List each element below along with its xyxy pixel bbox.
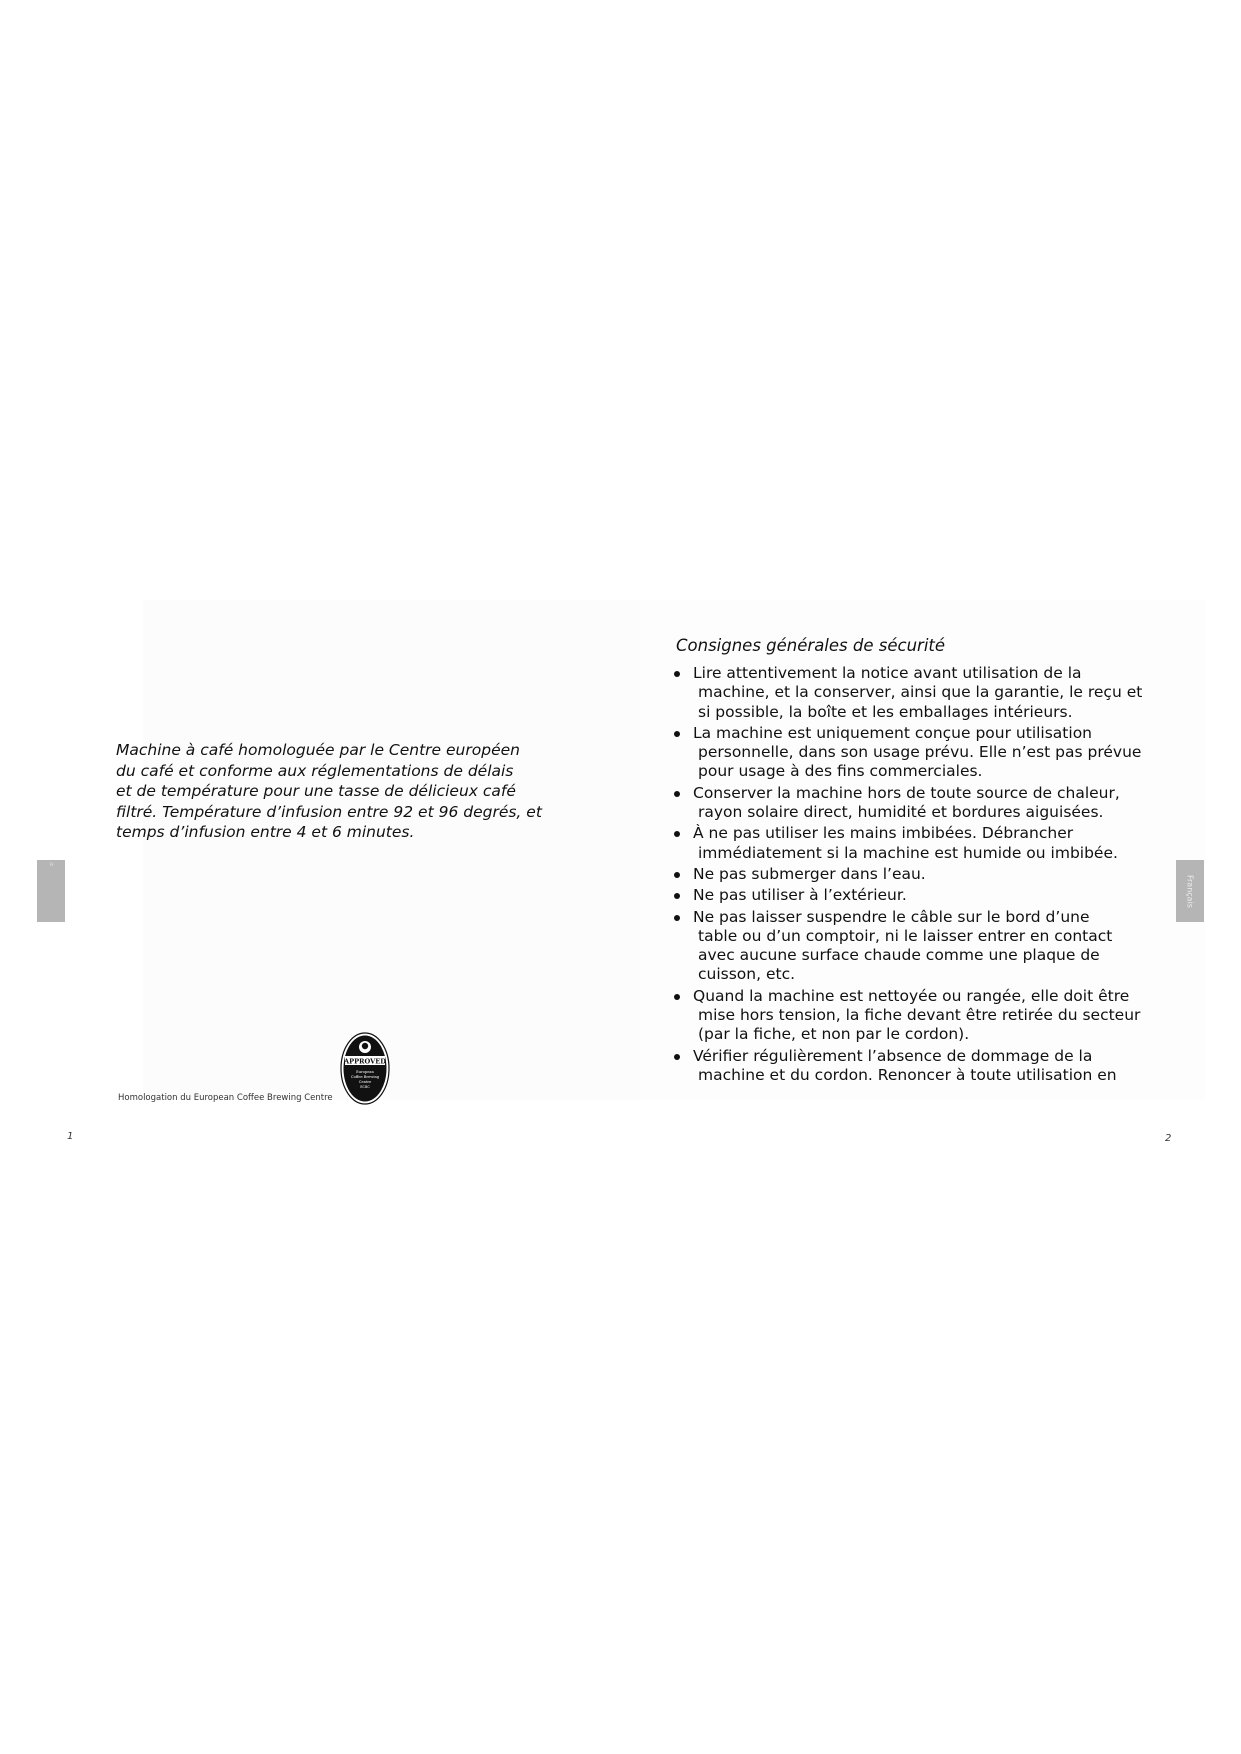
approved-seal-icon	[340, 1032, 390, 1105]
list-item	[674, 865, 1154, 884]
side-tab-label: Fr	[50, 862, 54, 867]
list-item-line: La machine est uniquement conçue pour utilisation	[693, 723, 1092, 742]
list-item-line: Vérifier régulièrement l’absence de dommage de la	[693, 1046, 1093, 1065]
list-item-line: Ne pas utiliser à l’extérieur.	[693, 886, 907, 905]
side-tab-left	[37, 860, 65, 922]
list-item-line: À ne pas utiliser les mains imbibées. Débrancher	[693, 824, 1074, 843]
list-item-line: Conserver la machine hors de toute source de chaleur,	[693, 783, 1120, 802]
list-item-line: cuisson, etc.	[698, 965, 796, 984]
list-item	[674, 724, 1154, 782]
intro-line: et de température pour une tasse de délicieux café	[116, 782, 516, 800]
bullet-icon	[674, 872, 680, 878]
list-item-line: Quand la machine est nettoyée ou rangée, elle doit être	[693, 986, 1130, 1005]
page-number-left: 1	[67, 1131, 74, 1142]
list-item	[674, 987, 1154, 1045]
list-item-line: avec aucune surface chaude comme une plaque de	[698, 946, 1100, 965]
list-item	[674, 664, 1154, 722]
list-item	[674, 784, 1154, 823]
list-item-line: rayon solaire direct, humidité et bordures aiguisées.	[698, 803, 1104, 822]
list-item-line: machine, et la conserver, ainsi que la garantie, le reçu et	[698, 683, 1143, 702]
list-item-line: (par la fiche, et non par le cordon).	[698, 1025, 970, 1044]
seal-approved-text: APPROVED	[344, 1057, 386, 1066]
list-item-line: Lire attentivement la notice avant utilisation de la	[693, 664, 1082, 682]
certification-caption: Homologation du European Coffee Brewing Centre	[118, 1093, 333, 1103]
intro-line: du café et conforme aux réglementations de délais	[116, 761, 514, 780]
seal-line: European	[356, 1070, 374, 1074]
list-item-line: machine et du cordon. Renoncer à toute utilisation en	[698, 1065, 1117, 1084]
seal-line: ECBC	[360, 1085, 370, 1089]
bullet-icon	[674, 893, 680, 899]
seal-line: Centre	[358, 1080, 372, 1084]
list-item-line: immédiatement si la machine est humide ou imbibée.	[698, 843, 1118, 862]
bullet-icon	[674, 831, 680, 837]
list-item-line: table ou d’un comptoir, ni le laisser entrer en contact	[698, 926, 1113, 945]
list-item-line: Ne pas laisser suspendre le câble sur le bord d’une	[693, 907, 1090, 926]
bullet-icon	[674, 1054, 680, 1060]
list-item	[674, 1047, 1154, 1086]
list-item	[674, 908, 1154, 985]
list-item-line: personnelle, dans son usage prévu. Elle n’est pas prévue	[698, 743, 1142, 762]
intro-paragraph	[116, 740, 546, 843]
side-tab-label: Français	[1185, 874, 1195, 908]
left-page-background	[143, 600, 643, 1100]
list-item-line: si possible, la boîte et les emballages intérieurs.	[698, 702, 1073, 721]
seal-line: Coffee Brewing	[350, 1075, 380, 1079]
intro-line: filtré. Température d’infusion entre 92 et 96 degrés, et	[116, 802, 542, 821]
bullet-icon	[674, 671, 680, 677]
intro-line: Machine à café homologuée par le Centre européen	[116, 741, 520, 759]
safety-list	[674, 664, 1154, 1087]
section-heading: Consignes générales de sécurité	[676, 636, 946, 655]
bullet-icon	[674, 915, 680, 921]
list-item	[674, 824, 1154, 863]
bullet-icon	[674, 994, 680, 1000]
bullet-icon	[674, 791, 680, 797]
side-tab-right	[1176, 860, 1204, 922]
bullet-icon	[674, 731, 680, 737]
list-item-line: Ne pas submerger dans l’eau.	[693, 864, 926, 883]
list-item	[674, 886, 1154, 905]
intro-line: temps d’infusion entre 4 et 6 minutes.	[116, 823, 415, 841]
list-item-line: pour usage à des fins commerciales.	[698, 762, 983, 781]
page-number-right: 2	[1165, 1133, 1172, 1144]
list-item-line: mise hors tension, la fiche devant être retirée du secteur	[698, 1006, 1141, 1025]
